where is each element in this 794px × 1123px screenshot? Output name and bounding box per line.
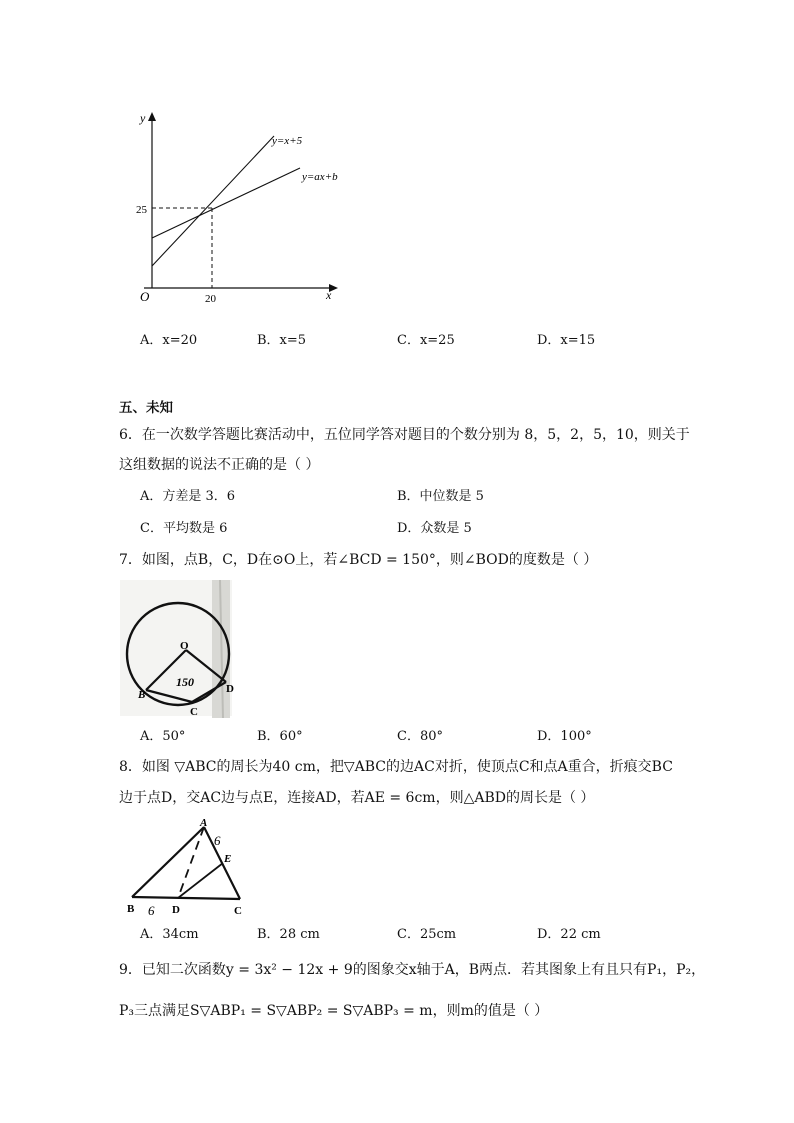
- origin-label: O: [140, 289, 150, 304]
- q9-stem-line2: P₃三点满足S▽ABP₁ = S▽ABP₂ = S▽ABP₃ = m，则m的值是（ ）: [119, 1003, 549, 1019]
- circle-figure: [120, 580, 236, 718]
- point-e-label: E: [224, 853, 232, 865]
- point-d-label: D: [226, 683, 234, 695]
- q6-stem-line2: 这组数据的说法不正确的是（ ）: [119, 457, 320, 473]
- q6-option-c: C．平均数是 6: [140, 521, 228, 536]
- q8-stem-line1: 8．如图 ▽ABC的周长为40 cm，把▽ABC的边AC对折，使顶点C和点A重合，折痕交BC: [119, 759, 673, 775]
- handwritten-six-upper: 6: [214, 833, 221, 848]
- q6-option-d: D．众数是 5: [397, 521, 472, 536]
- q6-option-b: B．中位数是 5: [397, 489, 484, 504]
- q6-stem-line1: 6．在一次数学答题比赛活动中，五位同学答对题目的个数分别为 8，5，2，5，10，则关于: [119, 427, 690, 443]
- q5-option-c: C．x=25: [397, 333, 455, 348]
- x-axis-label: x: [326, 288, 332, 302]
- q5-option-d: D．x=15: [537, 333, 596, 348]
- line2-label: y=ax+b: [302, 171, 338, 183]
- q9-stem-line1: 9．已知二次函数y = 3x² − 12x + 9的图象交x轴于A，B两点．若其图象上有且只有P₁，P₂，: [119, 962, 706, 978]
- q7-option-b: B．60°: [257, 729, 303, 744]
- vertex-b-label: B: [127, 903, 135, 915]
- q6-option-a: A．方差是 3．6: [140, 489, 236, 504]
- q7-stem: 7．如图，点B，C，D在⊙O上，若∠BCD = 150°，则∠BOD的度数是（ ）: [119, 552, 598, 568]
- handwritten-six-lower: 6: [148, 903, 155, 918]
- point-b-label: B: [138, 689, 146, 701]
- q5-option-b: B．x=5: [257, 333, 307, 348]
- q8-option-b: B．28 cm: [257, 927, 320, 942]
- x-tick-label: 20: [205, 293, 216, 305]
- point-c-label: C: [190, 706, 198, 718]
- q8-option-d: D．22 cm: [537, 927, 601, 942]
- q7-option-d: D．100°: [537, 729, 592, 744]
- line1-label: y=x+5: [272, 135, 303, 147]
- linear-functions-graph: [118, 106, 368, 306]
- angle-annotation: 150: [176, 675, 194, 689]
- q8-option-c: C．25cm: [397, 927, 457, 942]
- vertex-a-label: A: [200, 817, 208, 829]
- y-axis-label: y: [140, 111, 146, 125]
- q8-stem-line2: 边于点D，交AC边与点E，连接AD，若AE = 6cm，则△ABD的周长是（ ）: [119, 790, 595, 806]
- section-title: 五、未知: [119, 400, 173, 416]
- q7-option-c: C．80°: [397, 729, 443, 744]
- vertex-c-label: C: [234, 905, 242, 917]
- circle-center-label: O: [180, 640, 189, 652]
- triangle-figure: [124, 815, 256, 921]
- y-tick-label: 25: [136, 204, 147, 216]
- point-d-label: D: [172, 904, 180, 916]
- q8-option-a: A．34cm: [140, 927, 199, 942]
- q5-option-a: A．x=20: [140, 333, 198, 348]
- q7-option-a: A．50°: [140, 729, 186, 744]
